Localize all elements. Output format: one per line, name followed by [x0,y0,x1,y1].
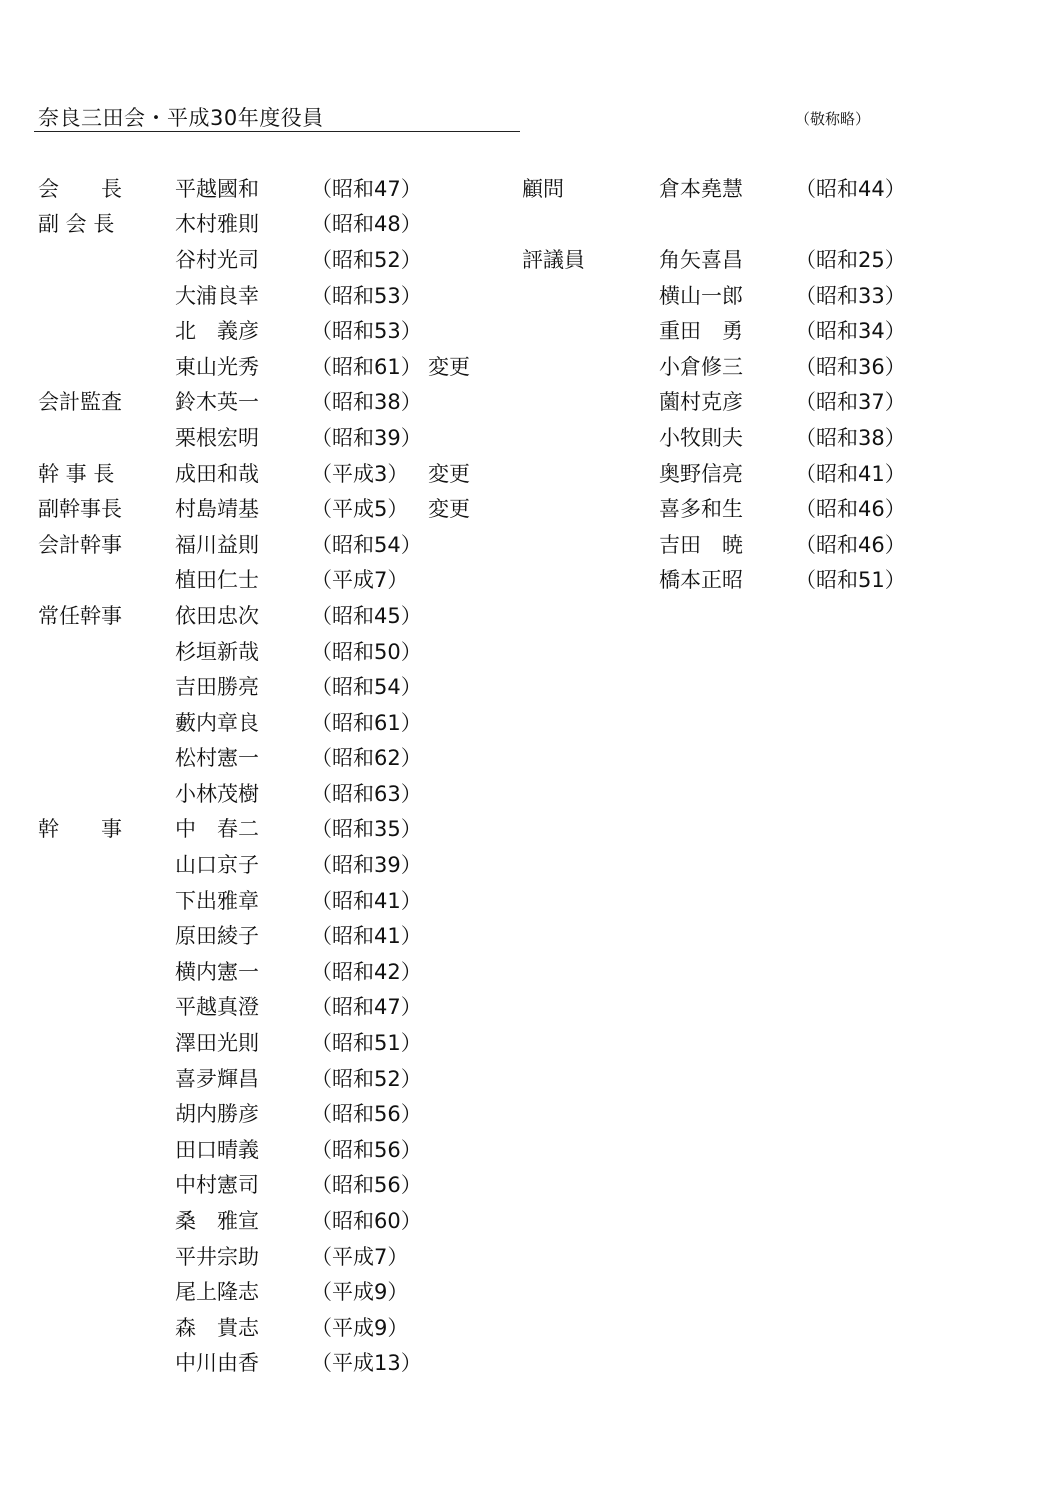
officer-row [38,1202,488,1238]
officer-era: （昭和53） [311,319,422,344]
officer-era: （昭和53） [311,283,422,308]
officer-era: （昭和37） [795,390,906,415]
officer-row [522,455,912,491]
officer-name: 中村憲司 [175,1173,259,1198]
officer-row [522,562,912,598]
officer-name: 尾上隆志 [175,1280,259,1305]
officers-left-column [38,170,488,1380]
officer-name: 原田綾子 [175,924,259,949]
officer-name: 村島靖基 [175,497,259,522]
officer-name: 重田 勇 [659,319,743,344]
officer-row [522,312,912,348]
officer-row [38,1167,488,1203]
officer-name: 北 義彦 [175,319,259,344]
officer-name: 平越國和 [175,176,259,201]
officer-era: （昭和42） [311,959,422,984]
officer-era: （昭和47） [311,176,422,201]
officer-name: 胡内勝彦 [175,1102,259,1127]
officer-name: 山口京子 [175,853,259,878]
officer-row [522,170,912,206]
officer-role: 幹 事 長 [38,461,115,486]
officer-row [38,1024,488,1060]
officer-role: 常任幹事 [38,603,122,628]
officer-row [38,1095,488,1131]
officer-row [522,206,912,242]
officer-note: 変更 [428,461,470,486]
officer-era: （昭和46） [795,532,906,557]
officer-era: （昭和56） [311,1173,422,1198]
officer-row [38,170,488,206]
officer-era: （昭和51） [311,1031,422,1056]
officer-name: 小林茂樹 [175,781,259,806]
officer-era: （平成13） [311,1351,422,1376]
officer-name: 横内憲一 [175,959,259,984]
officer-name: 薗村克彦 [659,390,743,415]
officer-row [38,490,488,526]
officer-name: 奥野信亮 [659,461,743,486]
officer-era: （昭和38） [795,425,906,450]
officer-row [38,811,488,847]
officer-era: （平成9） [311,1280,409,1305]
officer-name: 小倉修三 [659,354,743,379]
officer-name: 依田忠次 [175,603,259,628]
officer-row [38,1131,488,1167]
officer-row [38,526,488,562]
officer-row [38,384,488,420]
officer-name: 角矢喜昌 [659,247,743,272]
officer-name: 谷村光司 [175,247,259,272]
officer-era: （昭和46） [795,497,906,522]
officer-era: （昭和48） [311,212,422,237]
officer-era: （昭和44） [795,176,906,201]
officer-era: （昭和39） [311,853,422,878]
officer-era: （昭和63） [311,781,422,806]
officer-name: 中 春二 [175,817,259,842]
officer-name: 鈴木英一 [175,390,259,415]
officer-row [38,740,488,776]
officer-note: 変更 [428,497,470,522]
officer-name: 福川益則 [175,532,259,557]
officer-era: （昭和25） [795,247,906,272]
officer-row [38,882,488,918]
officer-name: 平越真澄 [175,995,259,1020]
officer-name: 平井宗助 [175,1244,259,1269]
officer-era: （昭和33） [795,283,906,308]
officer-era: （昭和52） [311,1066,422,1091]
officer-name: 中川由香 [175,1351,259,1376]
officer-era: （昭和52） [311,247,422,272]
officer-row [38,1273,488,1309]
officer-name: 澤田光則 [175,1031,259,1056]
officer-era: （平成9） [311,1315,409,1340]
officer-name: 田口晴義 [175,1137,259,1162]
officer-era: （昭和41） [311,924,422,949]
officer-role: 会 長 [38,176,122,201]
officer-name: 吉田勝亮 [175,675,259,700]
officer-era: （昭和41） [795,461,906,486]
officer-era: （昭和61） [311,710,422,735]
officer-row [38,989,488,1025]
officer-era: （昭和47） [311,995,422,1020]
officer-row [38,312,488,348]
officer-name: 森 貴志 [175,1315,259,1340]
officer-row [38,668,488,704]
officer-row [38,633,488,669]
officer-name: 桑 雅宣 [175,1209,259,1234]
officer-name: 倉本堯慧 [659,176,743,201]
officer-era: （昭和36） [795,354,906,379]
officers-right-column [522,170,912,597]
officer-row [38,241,488,277]
officer-name: 橋本正昭 [659,568,743,593]
officer-row [38,953,488,989]
officer-note: 変更 [428,354,470,379]
page-title: 奈良三田会・平成30年度役員 [38,106,324,130]
officer-era: （昭和56） [311,1102,422,1127]
officer-era: （昭和61） [311,354,422,379]
officer-role: 会計幹事 [38,532,122,557]
officer-row [38,419,488,455]
officer-row [522,490,912,526]
officer-era: （昭和56） [311,1137,422,1162]
officer-name: 東山光秀 [175,354,259,379]
officer-row [522,277,912,313]
officer-name: 杉垣新哉 [175,639,259,664]
officer-row [38,1345,488,1381]
officer-name: 喜多和生 [659,497,743,522]
officer-name: 大浦良幸 [175,283,259,308]
officer-name: 横山一郎 [659,283,743,308]
officer-row [38,1238,488,1274]
officer-row [522,526,912,562]
officer-role: 副幹事長 [38,497,122,522]
officer-name: 植田仁士 [175,568,259,593]
officer-name: 成田和哉 [175,461,259,486]
officer-row [38,1309,488,1345]
officer-era: （昭和51） [795,568,906,593]
officer-row [38,775,488,811]
officer-era: （昭和54） [311,532,422,557]
officer-name: 吉田 暁 [659,532,743,557]
officer-row [38,277,488,313]
officer-role: 幹 事 [38,817,122,842]
honorific-note: （敬称略） [795,110,871,128]
officer-row [522,348,912,384]
officer-role: 顧問 [522,176,564,201]
officer-row [38,917,488,953]
officer-name: 松村憲一 [175,746,259,771]
officer-name: 下出雅章 [175,888,259,913]
officer-name: 藪内章良 [175,710,259,735]
officer-role: 評議員 [522,247,585,272]
officer-row [38,846,488,882]
officer-era: （昭和50） [311,639,422,664]
officer-era: （昭和60） [311,1209,422,1234]
officer-row [522,384,912,420]
officer-row [38,348,488,384]
officer-era: （昭和34） [795,319,906,344]
officer-era: （昭和45） [311,603,422,628]
officer-era: （昭和62） [311,746,422,771]
officer-row [38,455,488,491]
officer-row [38,562,488,598]
title-underline [34,131,520,132]
officer-era: （平成7） [311,568,409,593]
officer-name: 栗根宏明 [175,425,259,450]
officer-era: （昭和54） [311,675,422,700]
officer-row [522,419,912,455]
officer-name: 小牧則夫 [659,425,743,450]
officer-row [38,704,488,740]
officer-era: （昭和35） [311,817,422,842]
officer-era: （昭和38） [311,390,422,415]
officer-era: （平成7） [311,1244,409,1269]
officer-role: 会計監査 [38,390,122,415]
officer-era: （平成5） [311,497,409,522]
officer-name: 木村雅則 [175,212,259,237]
officer-row [38,597,488,633]
officer-row [522,241,912,277]
officer-era: （平成3） [311,461,409,486]
officer-name: 喜夛輝昌 [175,1066,259,1091]
officer-row [38,1060,488,1096]
officer-era: （昭和39） [311,425,422,450]
officer-row [38,206,488,242]
officer-role: 副 会 長 [38,212,115,237]
officer-era: （昭和41） [311,888,422,913]
